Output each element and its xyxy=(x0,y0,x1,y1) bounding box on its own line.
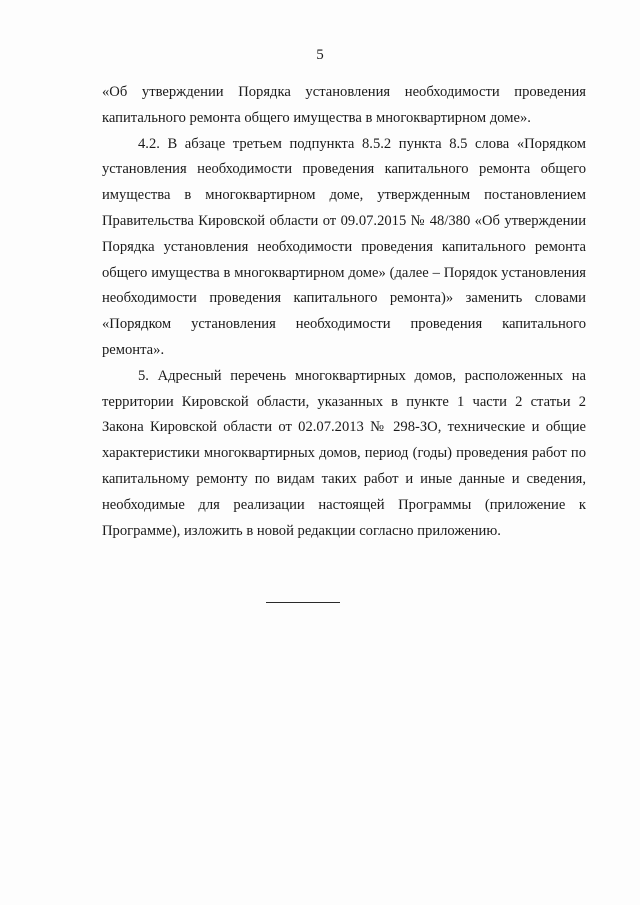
paragraph-continuation: «Об утверждении Порядка установления необходимости проведения капитального ремонта общего имущества в многоквартирном доме». xyxy=(102,84,586,126)
paragraph-4-2: 4.2. В абзаце третьем подпункта 8.5.2 пункта 8.5 слова «Порядком установления необходимости проведения капитального ремонта общего имущества в многоквартирном доме, утвержденным постановлением Правительства Кировской области от 09.07.2015 № 48/380 «Об утверждении Порядка установления необходимости проведения капитального ремонта общего имущества в многоквартирном доме» (далее – Порядок установления необходимости проведения капитального ремонта)» заменить словами «Порядком установления необходимости проведения капитального ремонта». xyxy=(102,135,586,358)
document-body xyxy=(102,80,586,544)
end-separator-line xyxy=(266,602,340,603)
paragraph-5: 5. Адресный перечень многоквартирных домов, расположенных на территории Кировской области, указанных в пункте 1 части 2 статьи 2 Закона Кировской области от 02.07.2013 № 298-ЗО, технические и общие характеристики многоквартирных домов, период (годы) проведения работ по капитальному ремонту по видам таких работ и иные данные и сведения, необходимые для реализации настоящей Программы (приложение к Программе), изложить в новой редакции согласно приложению. xyxy=(102,367,586,539)
page-number: 5 xyxy=(316,47,324,63)
